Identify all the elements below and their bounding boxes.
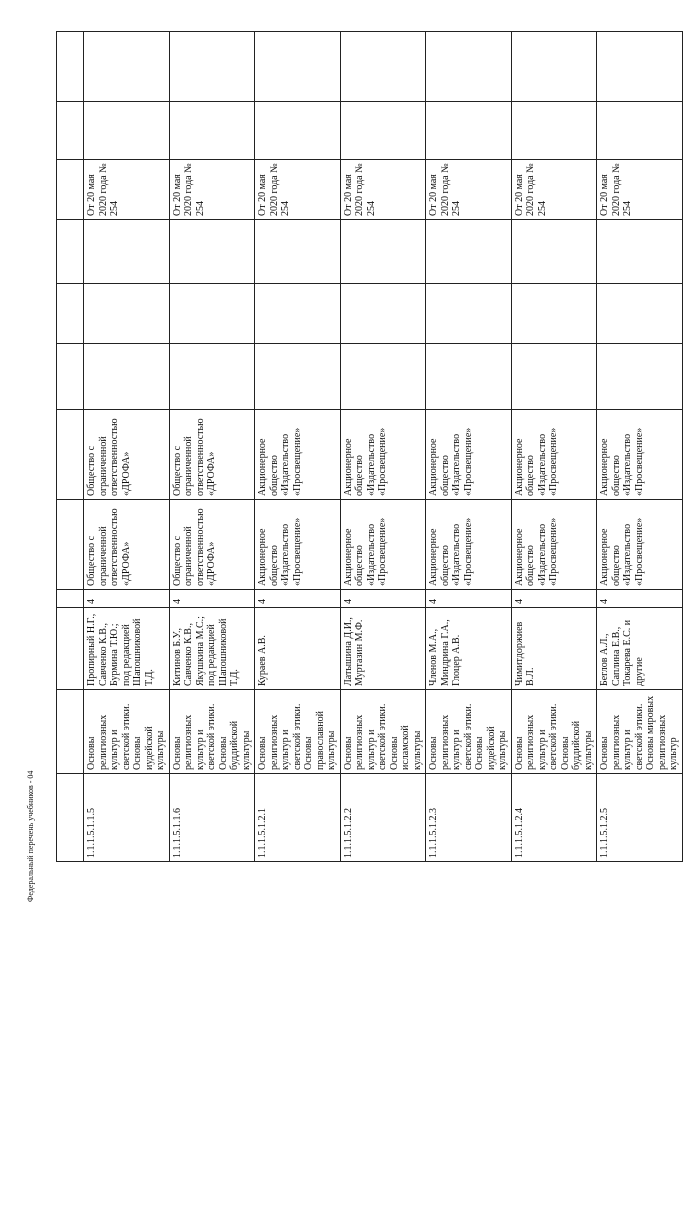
empty-cell xyxy=(84,102,170,160)
authors-cell: Чимитдоржиев В.Л. xyxy=(511,608,597,690)
order-cell: От 20 мая 2020 года № 254 xyxy=(255,160,341,220)
table-cell xyxy=(57,410,84,500)
grade-cell: 4 xyxy=(511,590,597,608)
empty-cell xyxy=(426,32,512,102)
empty-cell xyxy=(340,284,426,344)
publisher-cell: Акционерное общество «Издательство «Просвещение» xyxy=(426,500,512,590)
catalog-table-area xyxy=(56,32,679,862)
table-cell xyxy=(57,220,84,284)
grade-cell: 4 xyxy=(340,590,426,608)
order-cell: От 20 мая 2020 года № 254 xyxy=(84,160,170,220)
table-cell xyxy=(57,590,84,608)
publisher-cell: Общество с ограниченной ответственностью «ДРОФА» xyxy=(169,500,255,590)
empty-cell xyxy=(169,102,255,160)
publisher-cell: Акционерное общество «Издательство «Просвещение» xyxy=(511,500,597,590)
grade-cell: 4 xyxy=(84,590,170,608)
table-row-top-continuation xyxy=(57,32,84,862)
empty-cell xyxy=(255,220,341,284)
publisher-rights-cell: Акционерное общество «Издательство «Просвещение» xyxy=(340,410,426,500)
code-cell: 1.1.1.5.1.2.5 xyxy=(597,774,683,862)
order-cell: От 20 мая 2020 года № 254 xyxy=(169,160,255,220)
empty-cell xyxy=(84,284,170,344)
table-cell xyxy=(57,102,84,160)
table-cell xyxy=(57,32,84,102)
publisher-cell: Акционерное общество «Издательство «Просвещение» xyxy=(340,500,426,590)
order-cell: От 20 мая 2020 года № 254 xyxy=(340,160,426,220)
publisher-rights-cell: Общество с ограниченной ответственностью «ДРОФА» xyxy=(84,410,170,500)
empty-cell xyxy=(597,344,683,410)
authors-cell: Китинов Б.У., Савченко К.В., Якушкина М.С.; под редакцией Шапошниковой Т.Д. xyxy=(169,608,255,690)
empty-cell xyxy=(597,32,683,102)
order-cell: От 20 мая 2020 года № 254 xyxy=(511,160,597,220)
empty-cell xyxy=(597,102,683,160)
code-cell: 1.1.1.5.1.2.2 xyxy=(340,774,426,862)
publisher-rights-cell: Акционерное общество «Издательство «Просвещение» xyxy=(255,410,341,500)
authors-cell: Членов М.А., Миндрина Г.А., Глоцер А.В. xyxy=(426,608,512,690)
authors-cell: Беглов А.Л., Саплина Е.В., Токарева Е.С. и другие xyxy=(597,608,683,690)
title-cell: Основы религиозных культур и светской этики. Основы иудейской культуры xyxy=(426,690,512,774)
grade-cell: 4 xyxy=(426,590,512,608)
table-cell xyxy=(57,774,84,862)
table-row xyxy=(84,32,170,862)
publisher-cell: Акционерное общество «Издательство «Просвещение» xyxy=(255,500,341,590)
order-cell: От 20 мая 2020 года № 254 xyxy=(426,160,512,220)
title-cell: Основы религиозных культур и светской этики. Основы иудейской культуры xyxy=(84,690,170,774)
grade-cell: 4 xyxy=(169,590,255,608)
table-row xyxy=(169,32,255,862)
publisher-rights-cell: Акционерное общество «Издательство «Просвещение» xyxy=(511,410,597,500)
table-cell xyxy=(57,160,84,220)
table-cell xyxy=(57,690,84,774)
table-cell xyxy=(57,500,84,590)
table-row xyxy=(426,32,512,862)
title-cell: Основы религиозных культур и светской этики. Основы буддийской культуры xyxy=(511,690,597,774)
title-cell: Основы религиозных культур и светской этики. Основы мировых религиозных культур xyxy=(597,690,683,774)
empty-cell xyxy=(255,102,341,160)
empty-cell xyxy=(169,344,255,410)
table-cell xyxy=(57,344,84,410)
empty-cell xyxy=(511,344,597,410)
empty-cell xyxy=(597,220,683,284)
empty-cell xyxy=(340,32,426,102)
empty-cell xyxy=(511,220,597,284)
table-row xyxy=(255,32,341,862)
publisher-rights-cell: Акционерное общество «Издательство «Просвещение» xyxy=(597,410,683,500)
grade-cell: 4 xyxy=(255,590,341,608)
empty-cell xyxy=(340,344,426,410)
publisher-cell: Акционерное общество «Издательство «Просвещение» xyxy=(597,500,683,590)
code-cell: 1.1.1.5.1.2.4 xyxy=(511,774,597,862)
empty-cell xyxy=(169,32,255,102)
empty-cell xyxy=(255,344,341,410)
empty-cell xyxy=(84,32,170,102)
code-cell: 1.1.1.5.1.2.1 xyxy=(255,774,341,862)
empty-cell xyxy=(511,102,597,160)
empty-cell xyxy=(84,344,170,410)
empty-cell xyxy=(426,220,512,284)
empty-cell xyxy=(169,220,255,284)
table-row xyxy=(340,32,426,862)
empty-cell xyxy=(426,284,512,344)
empty-cell xyxy=(169,284,255,344)
code-cell: 1.1.1.5.1.1.6 xyxy=(169,774,255,862)
empty-cell xyxy=(511,32,597,102)
title-cell: Основы религиозных культур и светской этики. Основы исламской культуры xyxy=(340,690,426,774)
code-cell: 1.1.1.5.1.1.5 xyxy=(84,774,170,862)
table-row xyxy=(597,32,683,862)
publisher-rights-cell: Общество с ограниченной ответственностью «ДРОФА» xyxy=(169,410,255,500)
authors-cell: Пропирный Н.Г., Савченко К.В., Бурмина Т.Ю.; под редакцией Шапошниковой Т.Д. xyxy=(84,608,170,690)
empty-cell xyxy=(84,220,170,284)
publisher-cell: Общество с ограниченной ответственностью «ДРОФА» xyxy=(84,500,170,590)
empty-cell xyxy=(340,102,426,160)
authors-cell: Латышина Д.И., Муртазин М.Ф. xyxy=(340,608,426,690)
authors-cell: Кураев А.В. xyxy=(255,608,341,690)
title-cell: Основы религиозных культур и светской этики. Основы буддийской культуры xyxy=(169,690,255,774)
title-cell: Основы религиозных культур и светской этики. Основы православной культуры xyxy=(255,690,341,774)
grade-cell: 4 xyxy=(597,590,683,608)
empty-cell xyxy=(597,284,683,344)
table-cell xyxy=(57,284,84,344)
textbook-catalog-table xyxy=(56,31,683,862)
empty-cell xyxy=(426,102,512,160)
rotated-table-container xyxy=(56,32,679,862)
publisher-rights-cell: Акционерное общество «Издательство «Просвещение» xyxy=(426,410,512,500)
code-cell: 1.1.1.5.1.2.3 xyxy=(426,774,512,862)
empty-cell xyxy=(426,344,512,410)
empty-cell xyxy=(255,284,341,344)
table-row xyxy=(511,32,597,862)
empty-cell xyxy=(511,284,597,344)
page-footer: Федеральный перечень учебников - 04 xyxy=(26,770,35,902)
table-cell xyxy=(57,608,84,690)
order-cell: От 20 мая 2020 года № 254 xyxy=(597,160,683,220)
empty-cell xyxy=(255,32,341,102)
empty-cell xyxy=(340,220,426,284)
